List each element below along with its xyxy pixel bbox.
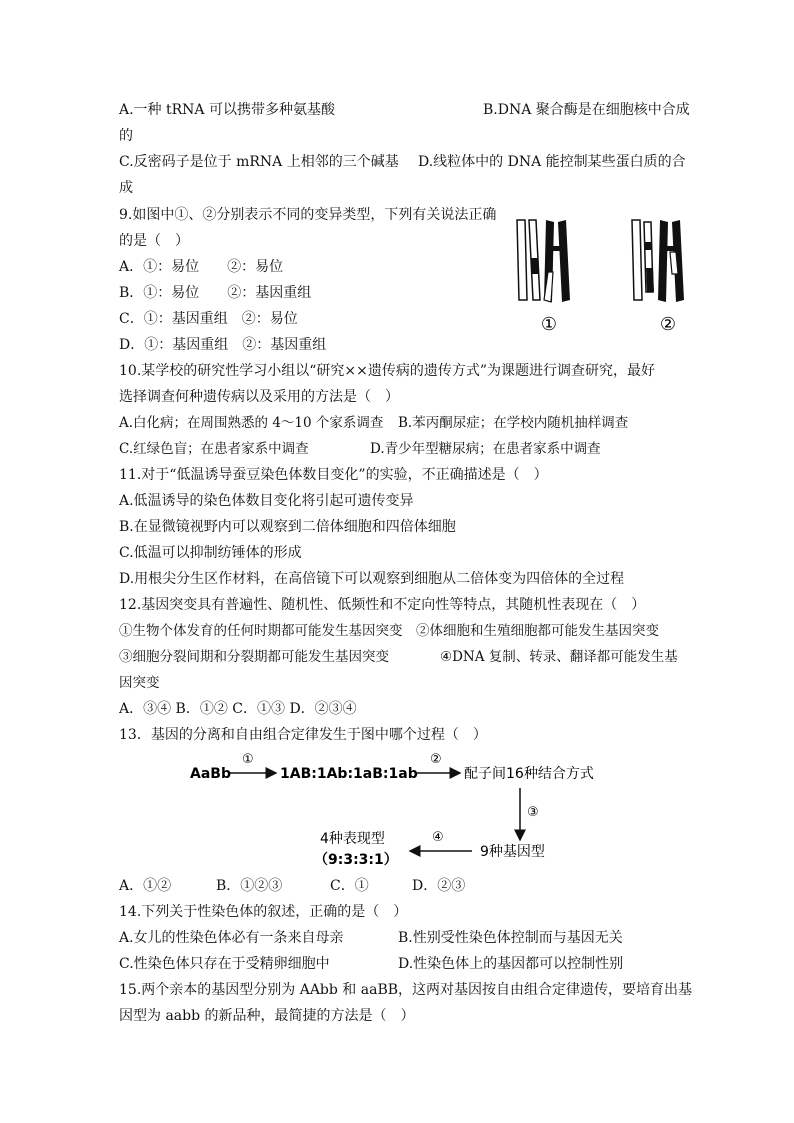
q13-stem: 13．基因的分离和自由组合定律发生于图中哪个过程（ ） (119, 727, 487, 743)
q10-stem: 10.某学校的研究性学习小组以“研究××遗传病的遗传方式”为课题进行调查研究，最好 (119, 363, 656, 379)
q10-stem-cont: 选择调查何种遗传病以及采用的方法是（ ） (119, 389, 399, 405)
q11-stem: 11.对于“低温诱导蚕豆染色体数目变化”的实验，不正确描述是（ ） (119, 467, 548, 483)
q11-option-b: B.在显微镜视野内可以观察到二倍体细胞和四倍体细胞 (119, 519, 456, 535)
chromosome-figure (508, 212, 698, 342)
q15-stem: 15.两个亲本的基因型分别为 AAbb 和 aaBB，这两对基因按自由组合定律遗传，要培育出基 (119, 982, 693, 998)
q8-option-d: D.线粒体中的 DNA 能控制某些蛋白质的合 (418, 154, 686, 170)
q9-option-c: C．①：基因重组 ②：易位 (119, 311, 298, 327)
chromosome-pair-2 (632, 220, 684, 335)
q11-option-c: C.低温可以抑制纺锤体的形成 (119, 545, 302, 561)
q11-option-d: D.用根尖分生区作材料，在高倍镜下可以观察到细胞从二倍体变为四倍体的全过程 (119, 571, 625, 587)
q12-statement-3: ③细胞分裂间期和分裂期都可能发生基因突变 (119, 649, 389, 665)
gamete-combinations: 配子间16种结合方式 (464, 766, 594, 782)
q10-option-c: C.红绿色盲；在患者家系中调查 (119, 441, 309, 457)
q10-option-d: D.青少年型糖尿病；在患者家系中调查 (370, 441, 601, 457)
q8-option-b-cont: 的 (119, 128, 133, 144)
step-2-label: ② (430, 752, 442, 767)
step-1-label: ① (242, 752, 254, 767)
q14-option-b: B.性别受性染色体控制而与基因无关 (398, 930, 623, 946)
step-4-label: ④ (432, 830, 444, 845)
q12-statement-1-2: ①生物个体发育的任何时期都可能发生基因突变 ②体细胞和生殖细胞都可能发生基因突变 (119, 623, 659, 639)
q8-option-c: C.反密码子是位于 mRNA 上相邻的三个碱基 (119, 154, 399, 170)
q12-options: A．③④ B．①② C．①③ D．②③④ (119, 701, 357, 717)
q14-option-d: D.性染色体上的基因都可以控制性别 (398, 956, 624, 972)
phenotype-ratio: （9:3:3:1） (314, 852, 398, 868)
genotype-aabb: AaBb (190, 766, 231, 782)
q12-statement-4: ④DNA 复制、转录、翻译都可能发生基 (440, 649, 678, 665)
q15-stem-cont: 因型为 aabb 的新品种，最简捷的方法是（ ） (119, 1008, 415, 1024)
q11-option-a: A.低温诱导的染色体数目变化将引起可遗传变异 (119, 493, 414, 509)
q14-option-a: A.女儿的性染色体必有一条来自母亲 (119, 930, 344, 946)
q9-option-b: B．①：易位 ②：基因重组 (119, 285, 312, 301)
q8-option-a: A.一种 tRNA 可以携带多种氨基酸 (119, 102, 335, 118)
q9-stem: 9.如图中①、②分别表示不同的变异类型，下列有关说法正确 (119, 207, 497, 223)
q10-option-a: A.白化病；在周围熟悉的 4～10 个家系调查 (119, 415, 384, 431)
q9-stem-cont: 的是（ ） (119, 233, 189, 249)
q13-option-b: B．①②③ (216, 878, 283, 894)
q10-option-b: B.苯丙酮尿症；在学校内随机抽样调查 (398, 415, 629, 431)
q12-statement-4-cont: 因突变 (119, 675, 160, 691)
q8-option-b: B.DNA 聚合酶是在细胞核中合成 (483, 102, 690, 118)
gene-process-diagram (180, 748, 620, 873)
figure-label-2: ② (659, 314, 677, 335)
q14-stem: 14.下列关于性染色体的叙述，正确的是（ ） (119, 904, 408, 920)
chromosome-pair-1 (517, 220, 570, 335)
genotype-count: 9种基因型 (480, 844, 545, 860)
phenotype-count: 4种表现型 (320, 831, 385, 847)
q13-option-c: C．① (330, 878, 369, 894)
q9-option-d: D．①：基因重组 ②：基因重组 (119, 337, 327, 353)
q14-option-c: C.性染色体只存在于受精卵细胞中 (119, 956, 330, 972)
gamete-ratio: 1AB:1Ab:1aB:1ab (280, 766, 418, 782)
figure-label-1: ① (540, 314, 558, 335)
q12-stem: 12.基因突变具有普遍性、随机性、低频性和不定向性等特点，其随机性表现在（ ） (119, 597, 646, 613)
step-3-label: ③ (527, 805, 539, 820)
q9-option-a: A．①：易位 ②：易位 (119, 259, 284, 275)
q13-option-a: A．①② (119, 878, 172, 894)
q13-option-d: D．②③ (412, 878, 466, 894)
q8-option-d-cont: 成 (119, 180, 133, 196)
